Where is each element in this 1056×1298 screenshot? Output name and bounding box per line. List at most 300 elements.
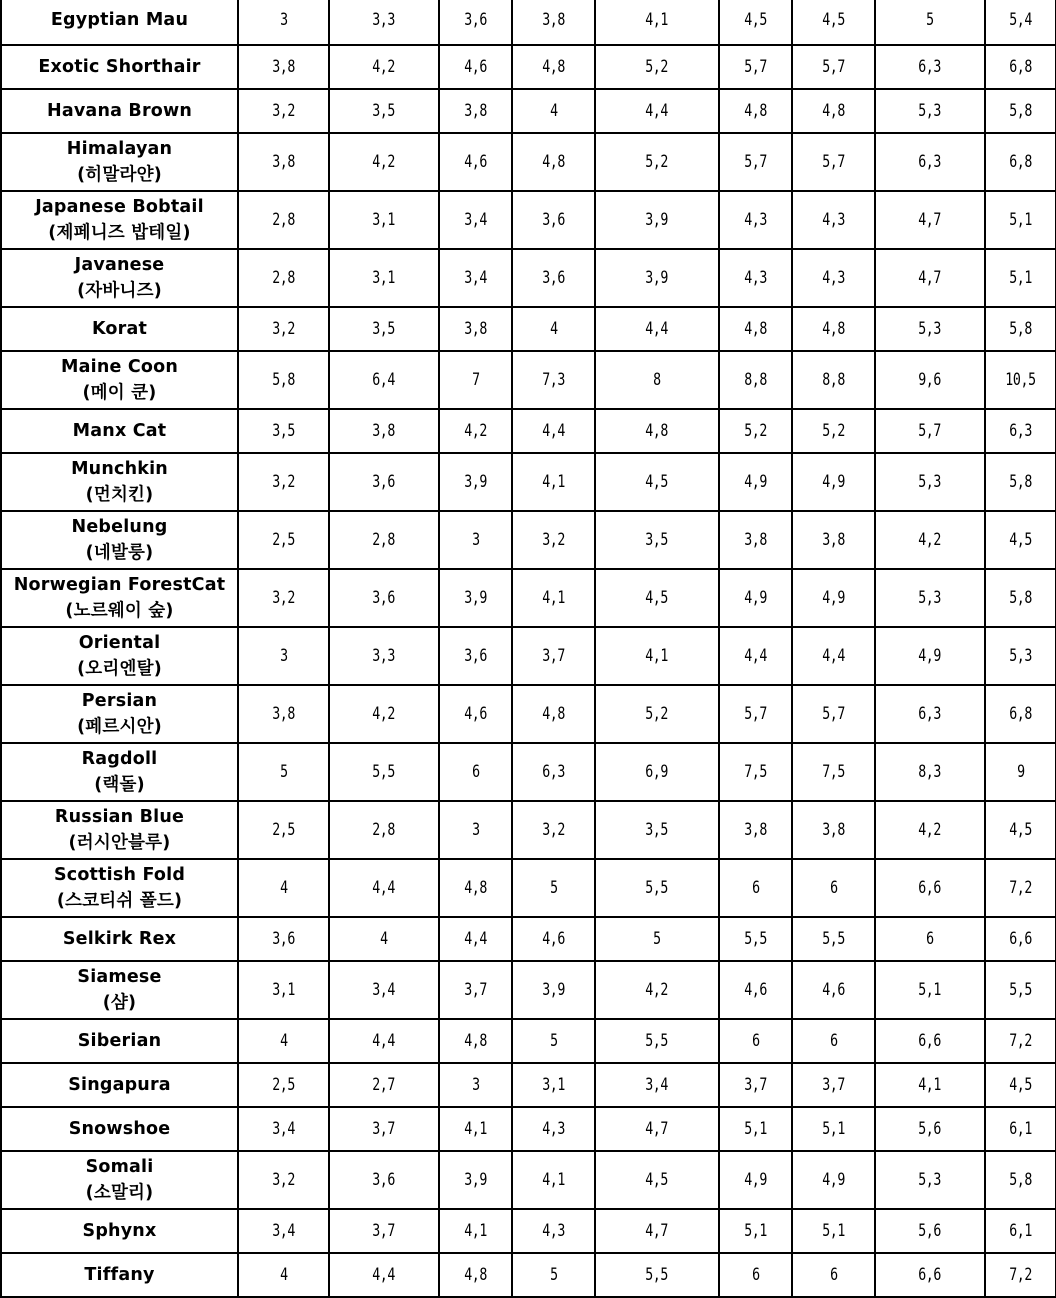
value-text: 4,8: [744, 319, 767, 339]
value-text: 3,3: [372, 10, 396, 30]
value-text: 4: [279, 878, 288, 898]
value-cell: [792, 627, 875, 685]
value-cell: [238, 627, 329, 685]
value-cell: [238, 351, 329, 409]
value-text: 4,4: [372, 1265, 396, 1285]
value-cell: [985, 1019, 1056, 1063]
value-text: 3,7: [744, 1075, 767, 1095]
value-cell: [439, 917, 512, 961]
value-cell: [238, 1253, 329, 1297]
value-cell: [875, 307, 985, 351]
value-text: 5,5: [822, 929, 845, 949]
value-cell: [329, 961, 439, 1019]
breed-korean-name: (노르웨이 숲): [65, 601, 174, 621]
value-text: 3,7: [372, 1119, 396, 1139]
breed-name-cell: [1, 1019, 238, 1063]
value-text: 3,9: [645, 210, 669, 230]
value-cell: [595, 1019, 719, 1063]
breed-name: Siberian: [77, 1031, 162, 1051]
value-text: 4,2: [372, 704, 396, 724]
value-cell: [329, 307, 439, 351]
value-cell: [439, 409, 512, 453]
value-cell: [512, 1107, 595, 1151]
value-text: 6,3: [1009, 421, 1032, 441]
value-cell: [792, 961, 875, 1019]
value-text: 4,2: [372, 57, 396, 77]
value-cell: [512, 743, 595, 801]
value-text: 5,3: [918, 101, 942, 121]
value-cell: [512, 89, 595, 133]
table-row: [1, 961, 1056, 1019]
value-text: 4,9: [744, 1170, 767, 1190]
value-text: 3,1: [372, 268, 396, 288]
value-text: 4,6: [822, 980, 845, 1000]
value-text: 5,8: [1009, 101, 1032, 121]
value-cell: [439, 685, 512, 743]
value-text: 4,7: [918, 210, 942, 230]
value-cell: [439, 351, 512, 409]
value-text: 4,3: [822, 268, 845, 288]
value-text: 5,3: [1009, 646, 1032, 666]
value-cell: [985, 511, 1056, 569]
value-cell: [595, 0, 719, 45]
breed-name-cell: [1, 1151, 238, 1209]
value-text: 5,7: [744, 704, 767, 724]
value-cell: [238, 249, 329, 307]
value-text: 3,2: [272, 101, 295, 121]
breed-name-cell: [1, 801, 238, 859]
value-text: 3,4: [272, 1119, 295, 1139]
breed-name: Selkirk Rex: [62, 929, 177, 949]
value-cell: [238, 1107, 329, 1151]
table-row: [1, 409, 1056, 453]
value-text: 5,2: [645, 57, 669, 77]
value-cell: [595, 801, 719, 859]
value-cell: [439, 511, 512, 569]
value-text: 4,5: [822, 10, 845, 30]
breed-name-cell: [1, 1063, 238, 1107]
value-text: 3,7: [372, 1221, 396, 1241]
value-text: 3: [471, 1075, 480, 1095]
breed-name-cell: [1, 191, 238, 249]
value-text: 2,7: [372, 1075, 396, 1095]
breed-name-cell: [1, 1253, 238, 1297]
value-text: 5,2: [645, 152, 669, 172]
value-cell: [238, 0, 329, 45]
table-row: [1, 1253, 1056, 1297]
value-cell: [238, 569, 329, 627]
value-text: 3,6: [542, 210, 565, 230]
value-text: 4,4: [542, 421, 565, 441]
value-text: 5: [549, 1265, 558, 1285]
value-cell: [875, 1019, 985, 1063]
value-text: 6,1: [1009, 1119, 1032, 1139]
value-text: 5,7: [822, 57, 845, 77]
value-text: 5,7: [918, 421, 942, 441]
value-text: 4,1: [645, 10, 669, 30]
breed-name-cell: [1, 133, 238, 191]
value-text: 4,5: [1009, 530, 1032, 550]
value-cell: [792, 1107, 875, 1151]
value-cell: [719, 351, 792, 409]
value-text: 3,3: [372, 646, 396, 666]
value-cell: [985, 133, 1056, 191]
value-cell: [439, 961, 512, 1019]
value-cell: [792, 1253, 875, 1297]
value-text: 4,7: [645, 1221, 669, 1241]
value-text: 4,8: [464, 1265, 487, 1285]
value-text: 7: [471, 370, 480, 390]
breed-name: Singapura: [68, 1075, 171, 1095]
value-text: 4,4: [372, 878, 396, 898]
value-cell: [985, 191, 1056, 249]
value-text: 5,8: [272, 370, 295, 390]
value-cell: [719, 961, 792, 1019]
value-cell: [792, 0, 875, 45]
value-text: 3,4: [645, 1075, 669, 1095]
value-text: 6: [829, 878, 838, 898]
table-row: [1, 1209, 1056, 1253]
breed-name: Russian Blue: [54, 807, 185, 827]
value-cell: [512, 307, 595, 351]
value-text: 3,1: [272, 980, 295, 1000]
value-cell: [719, 307, 792, 351]
value-text: 3: [471, 820, 480, 840]
value-cell: [512, 133, 595, 191]
value-text: 6,8: [1009, 152, 1032, 172]
value-text: 6,3: [918, 704, 942, 724]
value-cell: [512, 917, 595, 961]
value-cell: [329, 1253, 439, 1297]
value-text: 3,8: [822, 530, 845, 550]
value-cell: [719, 627, 792, 685]
value-cell: [512, 859, 595, 917]
value-cell: [439, 859, 512, 917]
value-text: 3,6: [542, 268, 565, 288]
value-text: 4,8: [822, 101, 845, 121]
value-text: 5,5: [645, 1265, 669, 1285]
value-cell: [985, 569, 1056, 627]
table-row: [1, 89, 1056, 133]
value-cell: [792, 859, 875, 917]
breed-name-cell: [1, 351, 238, 409]
value-text: 4,4: [645, 319, 669, 339]
value-text: 3,5: [272, 421, 295, 441]
breed-name: Norwegian ForestCat: [13, 575, 226, 595]
value-cell: [595, 307, 719, 351]
value-cell: [595, 569, 719, 627]
table-row: [1, 801, 1056, 859]
value-text: 3,8: [822, 820, 845, 840]
value-cell: [985, 685, 1056, 743]
value-cell: [719, 685, 792, 743]
value-text: 4,9: [744, 588, 767, 608]
value-cell: [512, 1019, 595, 1063]
breed-korean-name: (오리엔탈): [77, 659, 162, 679]
value-text: 6,4: [372, 370, 396, 390]
value-cell: [439, 89, 512, 133]
value-cell: [238, 917, 329, 961]
value-cell: [329, 801, 439, 859]
breed-name-cell: [1, 917, 238, 961]
breed-name-cell: [1, 569, 238, 627]
value-cell: [875, 409, 985, 453]
breed-name: Siamese: [77, 967, 162, 987]
value-cell: [238, 1063, 329, 1107]
value-text: 3,2: [272, 472, 295, 492]
value-text: 6: [751, 1031, 760, 1051]
value-cell: [719, 1107, 792, 1151]
value-text: 10,5: [1005, 370, 1036, 390]
value-text: 5,8: [1009, 1170, 1032, 1190]
value-text: 3,7: [542, 646, 565, 666]
value-cell: [329, 1019, 439, 1063]
value-text: 6: [751, 878, 760, 898]
breed-name-cell: [1, 409, 238, 453]
value-text: 3,8: [464, 319, 487, 339]
value-cell: [719, 1063, 792, 1107]
value-text: 3,6: [464, 646, 487, 666]
value-cell: [329, 627, 439, 685]
value-text: 4,9: [822, 588, 845, 608]
value-cell: [439, 0, 512, 45]
value-cell: [792, 409, 875, 453]
value-cell: [595, 1063, 719, 1107]
value-text: 5: [279, 762, 288, 782]
value-cell: [439, 1209, 512, 1253]
value-cell: [875, 511, 985, 569]
value-cell: [595, 917, 719, 961]
value-text: 3,9: [464, 472, 487, 492]
value-text: 5,1: [1009, 210, 1032, 230]
value-cell: [512, 569, 595, 627]
value-text: 4,4: [645, 101, 669, 121]
value-text: 6: [829, 1265, 838, 1285]
breed-korean-name: (자바니즈): [77, 281, 162, 301]
value-text: 4,6: [744, 980, 767, 1000]
value-text: 3,5: [645, 530, 669, 550]
breed-korean-name: (메이 쿤): [82, 383, 157, 403]
value-text: 3,8: [542, 10, 565, 30]
value-text: 4,1: [542, 472, 565, 492]
value-cell: [719, 133, 792, 191]
value-cell: [985, 859, 1056, 917]
value-text: 5,7: [822, 152, 845, 172]
value-cell: [238, 1151, 329, 1209]
value-cell: [595, 1209, 719, 1253]
value-text: 2,8: [372, 820, 396, 840]
value-cell: [985, 743, 1056, 801]
value-cell: [439, 45, 512, 89]
breed-name-cell: [1, 627, 238, 685]
value-cell: [512, 191, 595, 249]
value-text: 8,3: [918, 762, 942, 782]
breed-name-cell: [1, 1209, 238, 1253]
value-text: 6,3: [542, 762, 565, 782]
value-cell: [792, 569, 875, 627]
value-cell: [875, 191, 985, 249]
breed-name: Oriental: [78, 633, 161, 653]
value-text: 4,2: [372, 152, 396, 172]
value-text: 5,5: [645, 878, 669, 898]
breed-korean-name: (먼치킨): [85, 485, 154, 505]
value-text: 3,6: [372, 1170, 396, 1190]
value-cell: [439, 1107, 512, 1151]
value-text: 3,1: [372, 210, 396, 230]
value-text: 5: [549, 1031, 558, 1051]
value-text: 2,8: [372, 530, 396, 550]
breed-korean-name: (소말리): [85, 1183, 154, 1203]
table-row: [1, 249, 1056, 307]
value-text: 4,9: [744, 472, 767, 492]
value-cell: [985, 1253, 1056, 1297]
value-cell: [985, 801, 1056, 859]
value-cell: [329, 511, 439, 569]
value-text: 5,7: [744, 57, 767, 77]
value-cell: [792, 351, 875, 409]
value-text: 5,2: [822, 421, 845, 441]
value-text: 4,9: [822, 1170, 845, 1190]
value-text: 4,1: [464, 1221, 487, 1241]
value-cell: [985, 307, 1056, 351]
value-text: 4,9: [918, 646, 942, 666]
table-row: [1, 307, 1056, 351]
value-text: 4,4: [822, 646, 845, 666]
value-text: 5,4: [1009, 10, 1032, 30]
table-row: [1, 0, 1056, 45]
value-text: 6,3: [918, 57, 942, 77]
value-cell: [595, 859, 719, 917]
value-text: 8,8: [822, 370, 845, 390]
value-text: 6,3: [918, 152, 942, 172]
value-cell: [792, 511, 875, 569]
value-cell: [512, 351, 595, 409]
value-text: 6,9: [645, 762, 669, 782]
value-cell: [439, 1151, 512, 1209]
breed-name: Sphynx: [82, 1221, 157, 1241]
value-text: 4,6: [464, 152, 487, 172]
value-cell: [875, 45, 985, 89]
value-cell: [329, 1063, 439, 1107]
value-cell: [875, 0, 985, 45]
value-cell: [875, 627, 985, 685]
value-text: 9,6: [918, 370, 942, 390]
table-row: [1, 511, 1056, 569]
value-text: 3,5: [645, 820, 669, 840]
value-cell: [985, 1063, 1056, 1107]
value-text: 5,3: [918, 472, 942, 492]
value-cell: [512, 1253, 595, 1297]
value-cell: [792, 801, 875, 859]
breed-name-cell: [1, 859, 238, 917]
value-cell: [985, 45, 1056, 89]
value-cell: [719, 569, 792, 627]
breed-name: Egyptian Mau: [50, 10, 189, 30]
value-text: 5,6: [918, 1221, 942, 1241]
value-text: 5,1: [1009, 268, 1032, 288]
value-text: 3,8: [744, 530, 767, 550]
value-cell: [512, 627, 595, 685]
value-cell: [595, 1253, 719, 1297]
value-cell: [792, 685, 875, 743]
value-text: 4,1: [464, 1119, 487, 1139]
table-row: [1, 191, 1056, 249]
value-text: 5,1: [918, 980, 942, 1000]
value-cell: [985, 453, 1056, 511]
value-cell: [238, 961, 329, 1019]
value-text: 3,2: [272, 588, 295, 608]
value-cell: [595, 249, 719, 307]
value-cell: [238, 859, 329, 917]
breed-name: Havana Brown: [46, 101, 193, 121]
value-text: 3,8: [464, 101, 487, 121]
breed-korean-name: (네발룽): [85, 543, 154, 563]
value-cell: [329, 859, 439, 917]
breed-name: Maine Coon: [61, 357, 178, 377]
value-text: 7,2: [1009, 1265, 1032, 1285]
value-cell: [985, 961, 1056, 1019]
breed-name-cell: [1, 511, 238, 569]
value-cell: [329, 351, 439, 409]
value-cell: [329, 743, 439, 801]
value-cell: [329, 1209, 439, 1253]
value-text: 6,6: [918, 878, 942, 898]
value-cell: [238, 743, 329, 801]
value-text: 3,8: [744, 820, 767, 840]
value-cell: [875, 1151, 985, 1209]
value-text: 6,6: [918, 1031, 942, 1051]
value-cell: [439, 1253, 512, 1297]
value-cell: [595, 1151, 719, 1209]
value-cell: [595, 133, 719, 191]
value-text: 4,8: [645, 421, 669, 441]
value-text: 4,5: [645, 472, 669, 492]
value-text: 5,3: [918, 319, 942, 339]
value-cell: [792, 45, 875, 89]
value-cell: [512, 1151, 595, 1209]
value-cell: [512, 249, 595, 307]
value-cell: [329, 917, 439, 961]
breed-korean-name: (히말라얀): [77, 165, 162, 185]
value-text: 4,8: [464, 1031, 487, 1051]
value-cell: [329, 409, 439, 453]
value-text: 4: [549, 101, 558, 121]
breed-korean-name: (러시안블루): [68, 833, 171, 853]
value-text: 7,5: [744, 762, 767, 782]
value-cell: [439, 1019, 512, 1063]
value-text: 4,1: [918, 1075, 942, 1095]
value-text: 6,8: [1009, 57, 1032, 77]
value-text: 5,1: [744, 1221, 767, 1241]
value-text: 3,6: [272, 929, 295, 949]
value-text: 6,6: [918, 1265, 942, 1285]
value-cell: [329, 191, 439, 249]
value-text: 4,5: [1009, 1075, 1032, 1095]
breed-name-cell: [1, 89, 238, 133]
table-row: [1, 1063, 1056, 1107]
value-text: 7,5: [822, 762, 845, 782]
breed-name-cell: [1, 453, 238, 511]
value-text: 4,8: [542, 704, 565, 724]
value-cell: [439, 801, 512, 859]
value-cell: [238, 1209, 329, 1253]
value-cell: [512, 1209, 595, 1253]
value-cell: [875, 1107, 985, 1151]
breed-name-cell: [1, 307, 238, 351]
value-cell: [719, 1019, 792, 1063]
value-cell: [595, 1107, 719, 1151]
breed-name: Javanese: [74, 255, 165, 275]
